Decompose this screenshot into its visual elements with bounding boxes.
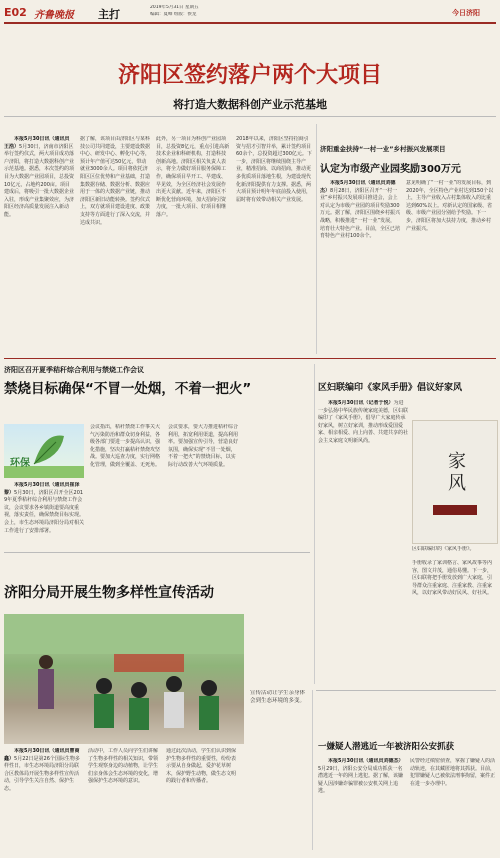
bio-headline: 济阳分局开展生物多样性宣传活动 bbox=[4, 585, 214, 601]
handbook-cover-image: 家 风 bbox=[412, 420, 498, 544]
lead-byline: 本报5月30日讯（通讯员王浩） bbox=[4, 136, 70, 150]
photo-caption: 宣传活动让学生亲身体会到生态环境的多变。 bbox=[250, 690, 306, 704]
issue-date: 2019年5月31日 星期五 bbox=[150, 5, 199, 10]
police-headline: 一嫌疑人潜逃近一年被济阳公安抓获 bbox=[318, 742, 455, 752]
fengshou-column-2: 手册收录了家训格言、家风故事等内容，图文并茂，通俗易懂。下一步，区妇联将把手册发放到广大家庭，引导群众注重家庭、注重家教、注重家风，以好家风带动好民风、好社风。 bbox=[412, 560, 493, 597]
lead-column-2: 据了解，该项目由济阳区与某科技公司共同建设，主要建设数据中心、研发中心、孵化中心等，预计年产值可达50亿元，带动就业3000余人。项目将依托济阳区区位优势和产业基础，打造集数据存储、数据分析、数据应用于一体的大数据产业链，推动济阳区新旧动能转换。签约仪式上，双方就项目建设进度、政策支持等方面进行了深入交流，并达成共识。 bbox=[80, 136, 150, 226]
lead-column-3: 此外，另一项目为科创产业园项目，总投资8亿元，重点引进高新技术企业和科研机构，打造科技创新高地。济阳区相关负责人表示，将全力做好项目服务保障工作，确保项目早开工、早建成、早见效，为全区经济社会发展作出更大贡献。近年来，济阳区不断优化营商环境，加大招商引资力度，一批大项目、好项目相继落户。 bbox=[156, 136, 230, 218]
divider bbox=[316, 690, 496, 691]
divider bbox=[4, 552, 310, 553]
editor-credits: 编辑：夏峰 组版：侯龙 bbox=[150, 12, 197, 17]
fengshou-byline: 本报5月30日讯（记者于悦） bbox=[328, 400, 394, 406]
bio-column-3: 通过此次活动，学生们认识到保护生物多样性的重要性，纷纷表示要从自身做起，爱护花草树木，保护野生动物，做生态文明的践行者和传播者。 bbox=[166, 748, 237, 785]
divider bbox=[314, 364, 315, 684]
lead-subheadline: 将打造大数据科创产业示范基地 bbox=[173, 98, 327, 111]
masthead-rule bbox=[4, 22, 496, 24]
burn-column-2: 会议指出，秸秆禁烧工作事关大气污染防治和群众切身利益，各级各部门要进一步提高认识，强化措施，坚决打赢秸秆禁烧攻坚战。要加大巡查力度，实行网格化管理，做到全覆盖、无死角。 bbox=[90, 424, 161, 468]
burn-column-1: 本报5月30日讯（通讯员崔泽黎）5月30日，济阳区召开全区2019年夏季秸秆综合利用与禁烧工作会议，会议要求各乡镇街道要高度重视，落实责任，确保禁烧目标实现。会上，市生态环境局济阳分局对相关工作进行了安排部署。 bbox=[4, 482, 84, 534]
event-photo bbox=[4, 614, 244, 744]
bio-column-1: 本报5月30日讯（通讯员曹商鑫）5月22日是第26个国际生物多样性日，市生态环境局济阳分局联合区教体局开展生物多样性宣传活动，引导学生关注自然、保护生态。 bbox=[4, 748, 80, 792]
divider bbox=[316, 124, 317, 354]
rural-headline: 认定为市级产业园奖励300万元 bbox=[320, 164, 461, 175]
burn-column-3: 会议要求，要大力推进秸秆综合利用，拓宽利用渠道，提高利用率。要加强宣传引导，营造良好氛围，确保实现“不冒一处烟，不着一把火”的禁烧目标，以实际行动改善大气环境质量。 bbox=[168, 424, 239, 468]
lead-headline: 济阳区签约落户两个大项目 bbox=[117, 63, 382, 88]
burn-headline: 禁烧目标确保“不冒一处烟，不着一把火” bbox=[4, 381, 252, 397]
fengshou-headline: 区妇联编印《家风手册》倡议好家风 bbox=[318, 383, 463, 393]
police-byline: 本报5月30日讯（通讯员刘德杰） bbox=[328, 758, 404, 764]
section-name: 主打 bbox=[98, 8, 120, 21]
newspaper-logo: 齐鲁晚报 bbox=[34, 10, 74, 21]
burn-byline: 本报5月30日讯（通讯员崔泽黎） bbox=[4, 482, 80, 496]
rural-column-1: 本报5月30日讯（通讯员刘德杰）8月28日，济阳区召开“一村一业”乡村振兴发展项目推进会，会上对认定为市级产业园的项目奖励300万元。据了解，济阳区围绕乡村振兴战略，积极推进“一村一业”发展，培育壮大特色产业。目前，全区已培育特色产业村100余个。 bbox=[320, 180, 400, 240]
police-column-2: 民警经过缜密侦查，掌握了嫌疑人的活动轨迹，在其藏匿地将其抓获。目前，犯罪嫌疑人已被依法刑事拘留，案件正在进一步办理中。 bbox=[410, 758, 496, 787]
rural-column-2: 意见明确了“一村一业”的发展目标，到2020年，全区特色产业村达到150个以上，主导产业收入占村集体收入的比重达到60%以上。对新认定的国家级、省级、市级产业园分别给予奖励。下一步，济阳区将加大扶持力度，推动乡村产业振兴。 bbox=[406, 180, 494, 232]
rural-byline: 本报5月30日讯（通讯员刘德杰） bbox=[320, 180, 396, 194]
lead-column-4: 2018年以来，济阳区坚持招商引资与招才引智并举，累计签约项目60余个，总投资超过300亿元。下一步，济阳区将继续围绕主导产业，精准招商、以商招商，推动更多优质项目落地生根，为建设现代化新济阳提供有力支撑。据悉，两大项目预计明年年底前投入使用，届时将有效带动相关产业发展。 bbox=[236, 136, 312, 203]
police-column-1: 本报5月30日讯（通讯员刘德杰）5月29日，济阳公安分局成功抓获一名潜逃近一年的网上逃犯。据了解，该嫌疑人因涉嫌诈骗罪被公安机关网上追逃。 bbox=[318, 758, 404, 795]
leaf-icon bbox=[4, 424, 84, 478]
handbook-caption: 区妇联编印的《家风手册》。 bbox=[412, 546, 475, 552]
page-number: E02 bbox=[4, 6, 27, 19]
students-photo bbox=[4, 614, 244, 744]
fengshou-column-1: 本报5月30日讯（记者于悦）为进一步弘扬中华民族传统家庭美德，区妇联编印了《家风手册》，倡导广大家庭传承好家风，树立好家训，推动形成爱国爱家、相亲相爱、向上向善、共建共享的社会主义家庭文明新风尚。 bbox=[318, 400, 408, 444]
image-caption: 环保 bbox=[10, 458, 30, 469]
divider bbox=[4, 116, 496, 117]
bio-byline: 本报5月30日讯（通讯员曹商鑫） bbox=[4, 748, 80, 762]
divider bbox=[312, 690, 313, 850]
environment-illustration bbox=[4, 424, 84, 478]
lead-column-1: 本报5月30日讯（通讯员王浩）5月30日，济南市济阳区举行签约仪式，两大项目成功落户济阳，将打造大数据科创产业示范基地。据悉，本次签约的项目为大数据产业园项目，总投资10亿元，占地约200亩。项目建成后，将吸引一批大数据企业入驻，形成产业集聚效应，为济阳区经济高质量发展注入新动能。 bbox=[4, 136, 74, 218]
rural-kicker: 济阳重金扶持“一村一业”乡村振兴发展项目 bbox=[320, 145, 446, 153]
section-rule bbox=[4, 358, 496, 359]
burn-kicker: 济阳区召开夏季秸秆综合利用与禁烧工作会议 bbox=[4, 366, 144, 374]
bio-column-2: 活动中，工作人员向学生们讲解了生物多样性的相关知识，带领学生观察身边的动植物，让学生们亲身体会生态环境的变化，增强保护生态环境的意识。 bbox=[88, 748, 159, 785]
edition-name: 今日济阳 bbox=[452, 9, 480, 17]
